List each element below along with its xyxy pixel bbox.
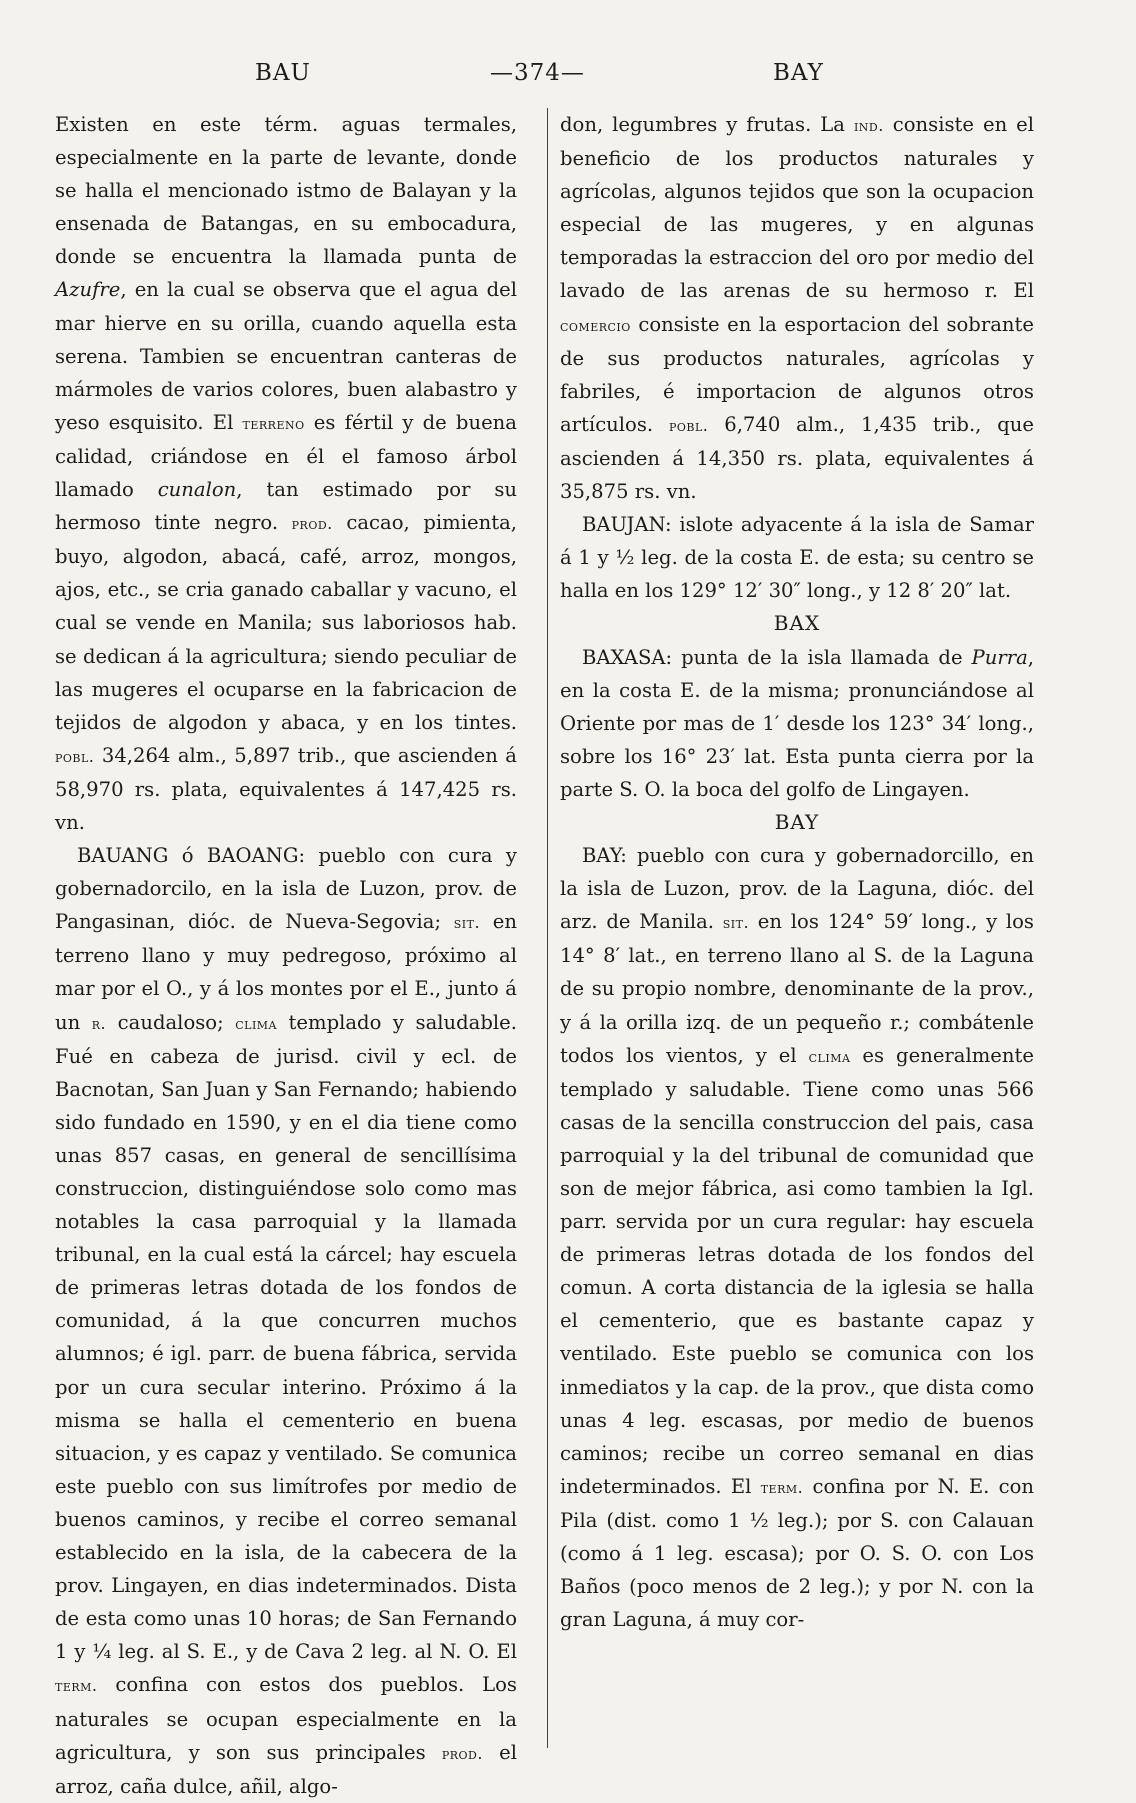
entry-title: BAUJAN: <box>582 513 672 537</box>
entry-title: BAXASA: <box>582 645 673 669</box>
entry-title: BAUANG ó BAOANG: <box>77 844 306 868</box>
entry-bay: BAY: pueblo con cura y gobernadorcillo, en la isla de Luzon, prov. de la Laguna, dióc. del arz. de Manila. sit. en los 124° 59′ long., y los 14° 8′ lat., en terreno llano al S. de la Laguna de su propio nombre, denominante de la prov., y á la orilla izq. de un pequeño r.; combátenle todos los vientos, y el clima es generalmente templado y saludable. Tiene como unas 566 casas de la sencilla construccion del pais, casa parroquial y la del tribunal de comunidad que son de mejor fábrica, asi como tambien la Igl. parr. servida por un cura regular: hay escuela de primeras letras dotada de los fondos del comun. A corta distancia de la iglesia se halla el cementerio, que es bastante capaz y ventilado. Este pueblo se comunica con los inmediatos y la cap. de la prov., que dista como unas 4 leg. escasas, por medio de buenos caminos; recibe un correo semanal en dias indeterminados. El term. confina por N. E. con Pila (dist. como 1 ½ leg.); por S. con Calauan (como á 1 leg. escasa); por O. S. O. con Los Baños (poco menos de 2 leg.); y por N. con la gran Laguna, á muy cor- <box>560 844 1034 1632</box>
entry-bau-continuation: Existen en este térm. aguas termales, especialmente en la parte de levante, donde se halla el mencionado istmo de Balayan y la ensenada de Batangas, en su embocadura, donde se encuentra la llamada punta de Azufre, en la cual se observa que el agua del mar hierve en su orilla, cuando aquella esta serena. Tambien se encuentran canteras de mármoles de varios colores, buen alabastro y yeso esquisito. El terreno es fértil y de buena calidad, criándose en él el famoso árbol llamado cunalon, tan estimado por su hermoso tinte negro. prod. cacao, pimienta, buyo, algodon, abacá, café, arroz, mongos, ajos, etc., se cria ganado caballar y vacuno, el cual se vende en Manila; sus laboriosos hab. se dedican á la agricultura; siendo peculiar de las mugeres el ocuparse en la fabricacion de tejidos de algodon y abaca, y en los tintes. pobl. 34,264 alm., 5,897 trib., que ascienden á 58,970 rs. plata, equivalentes á 147,425 rs. vn. <box>55 113 517 834</box>
left-column <box>55 108 517 1803</box>
entry-bauang-continuation: don, legumbres y frutas. La ind. consiste en el beneficio de los productos naturales y agrícolas, algunos tejidos que son la ocupacion especial de las mugeres, y en algunas temporadas la estraccion del oro por medio del lavado de las arenas de su hermoso r. El comercio consiste en la esportacion del sobrante de sus productos naturales, agrícolas y fabriles, é importacion de algunos otros artículos. pobl. 6,740 alm., 1,435 trib., que ascienden á 14,350 rs. plata, equivalentes á 35,875 rs. vn. <box>560 113 1034 504</box>
running-head-right: BAY <box>773 60 824 86</box>
section-heading-bay: BAY <box>774 809 820 834</box>
page-number: —374— <box>490 60 585 86</box>
entry-bauang: BAUANG ó BAOANG: pueblo con cura y gobernadorcilo, en la isla de Luzon, prov. de Pangasinan, dióc. de Nueva-Segovia; sit. en terreno llano y muy pedregoso, próximo al mar por el O., y á los montes por el E., junto á un r. caudaloso; clima templado y saludable. Fué en cabeza de jurisd. civil y ecl. de Bacnotan, San Juan y San Fernando; habiendo sido fundado en 1590, y en el dia tiene como unas 857 casas, en general de sencillísima construccion, distinguiéndose solo como mas notables la casa parroquial y la llamada tribunal, en la cual está la cárcel; hay escuela de primeras letras dotada de los fondos de comunidad, á la que concurren muchos alumnos; é igl. parr. de buena fábrica, servida por un cura secular interino. Próximo á la misma se halla el cementerio en buena situacion, y es capaz y ventilado. Se comunica este pueblo con sus limítrofes por medio de buenos caminos, y recibe el correo semanal establecido en la isla, de la cabecera de la prov. Lingayen, en dias indeterminados. Dista de esta como unas 10 horas; de San Fernando 1 y ¼ leg. al S. E., y de Cava 2 leg. al N. O. El term. confina con estos dos pueblos. Los naturales se ocupan especialmente en la agricultura, y son sus principales prod. el arroz, caña dulce, añil, algo- <box>55 844 518 1798</box>
running-head-left: BAU <box>255 60 311 86</box>
entry-title: BAY: <box>582 844 627 868</box>
entry-baujan: BAUJAN: islote adyacente á la isla de Samar á 1 y ½ leg. de la costa E. de esta; su centro se halla en los 129° 12′ 30″ long., y 12 8′ 20″ lat. <box>560 513 1034 603</box>
section-heading-bax: BAX <box>773 611 821 636</box>
right-column <box>560 108 1034 1636</box>
entry-baxasa: BAXASA: punta de la isla llamada de Purra, en la costa E. de la misma; pronunciándose al Oriente por mas de 1′ desde los 123° 34′ long., sobre los 16° 23′ lat. Esta punta cierra por la parte S. O. la boca del golfo de Lingayen. <box>560 645 1034 801</box>
column-divider <box>547 108 548 1748</box>
page-header <box>0 60 1136 100</box>
